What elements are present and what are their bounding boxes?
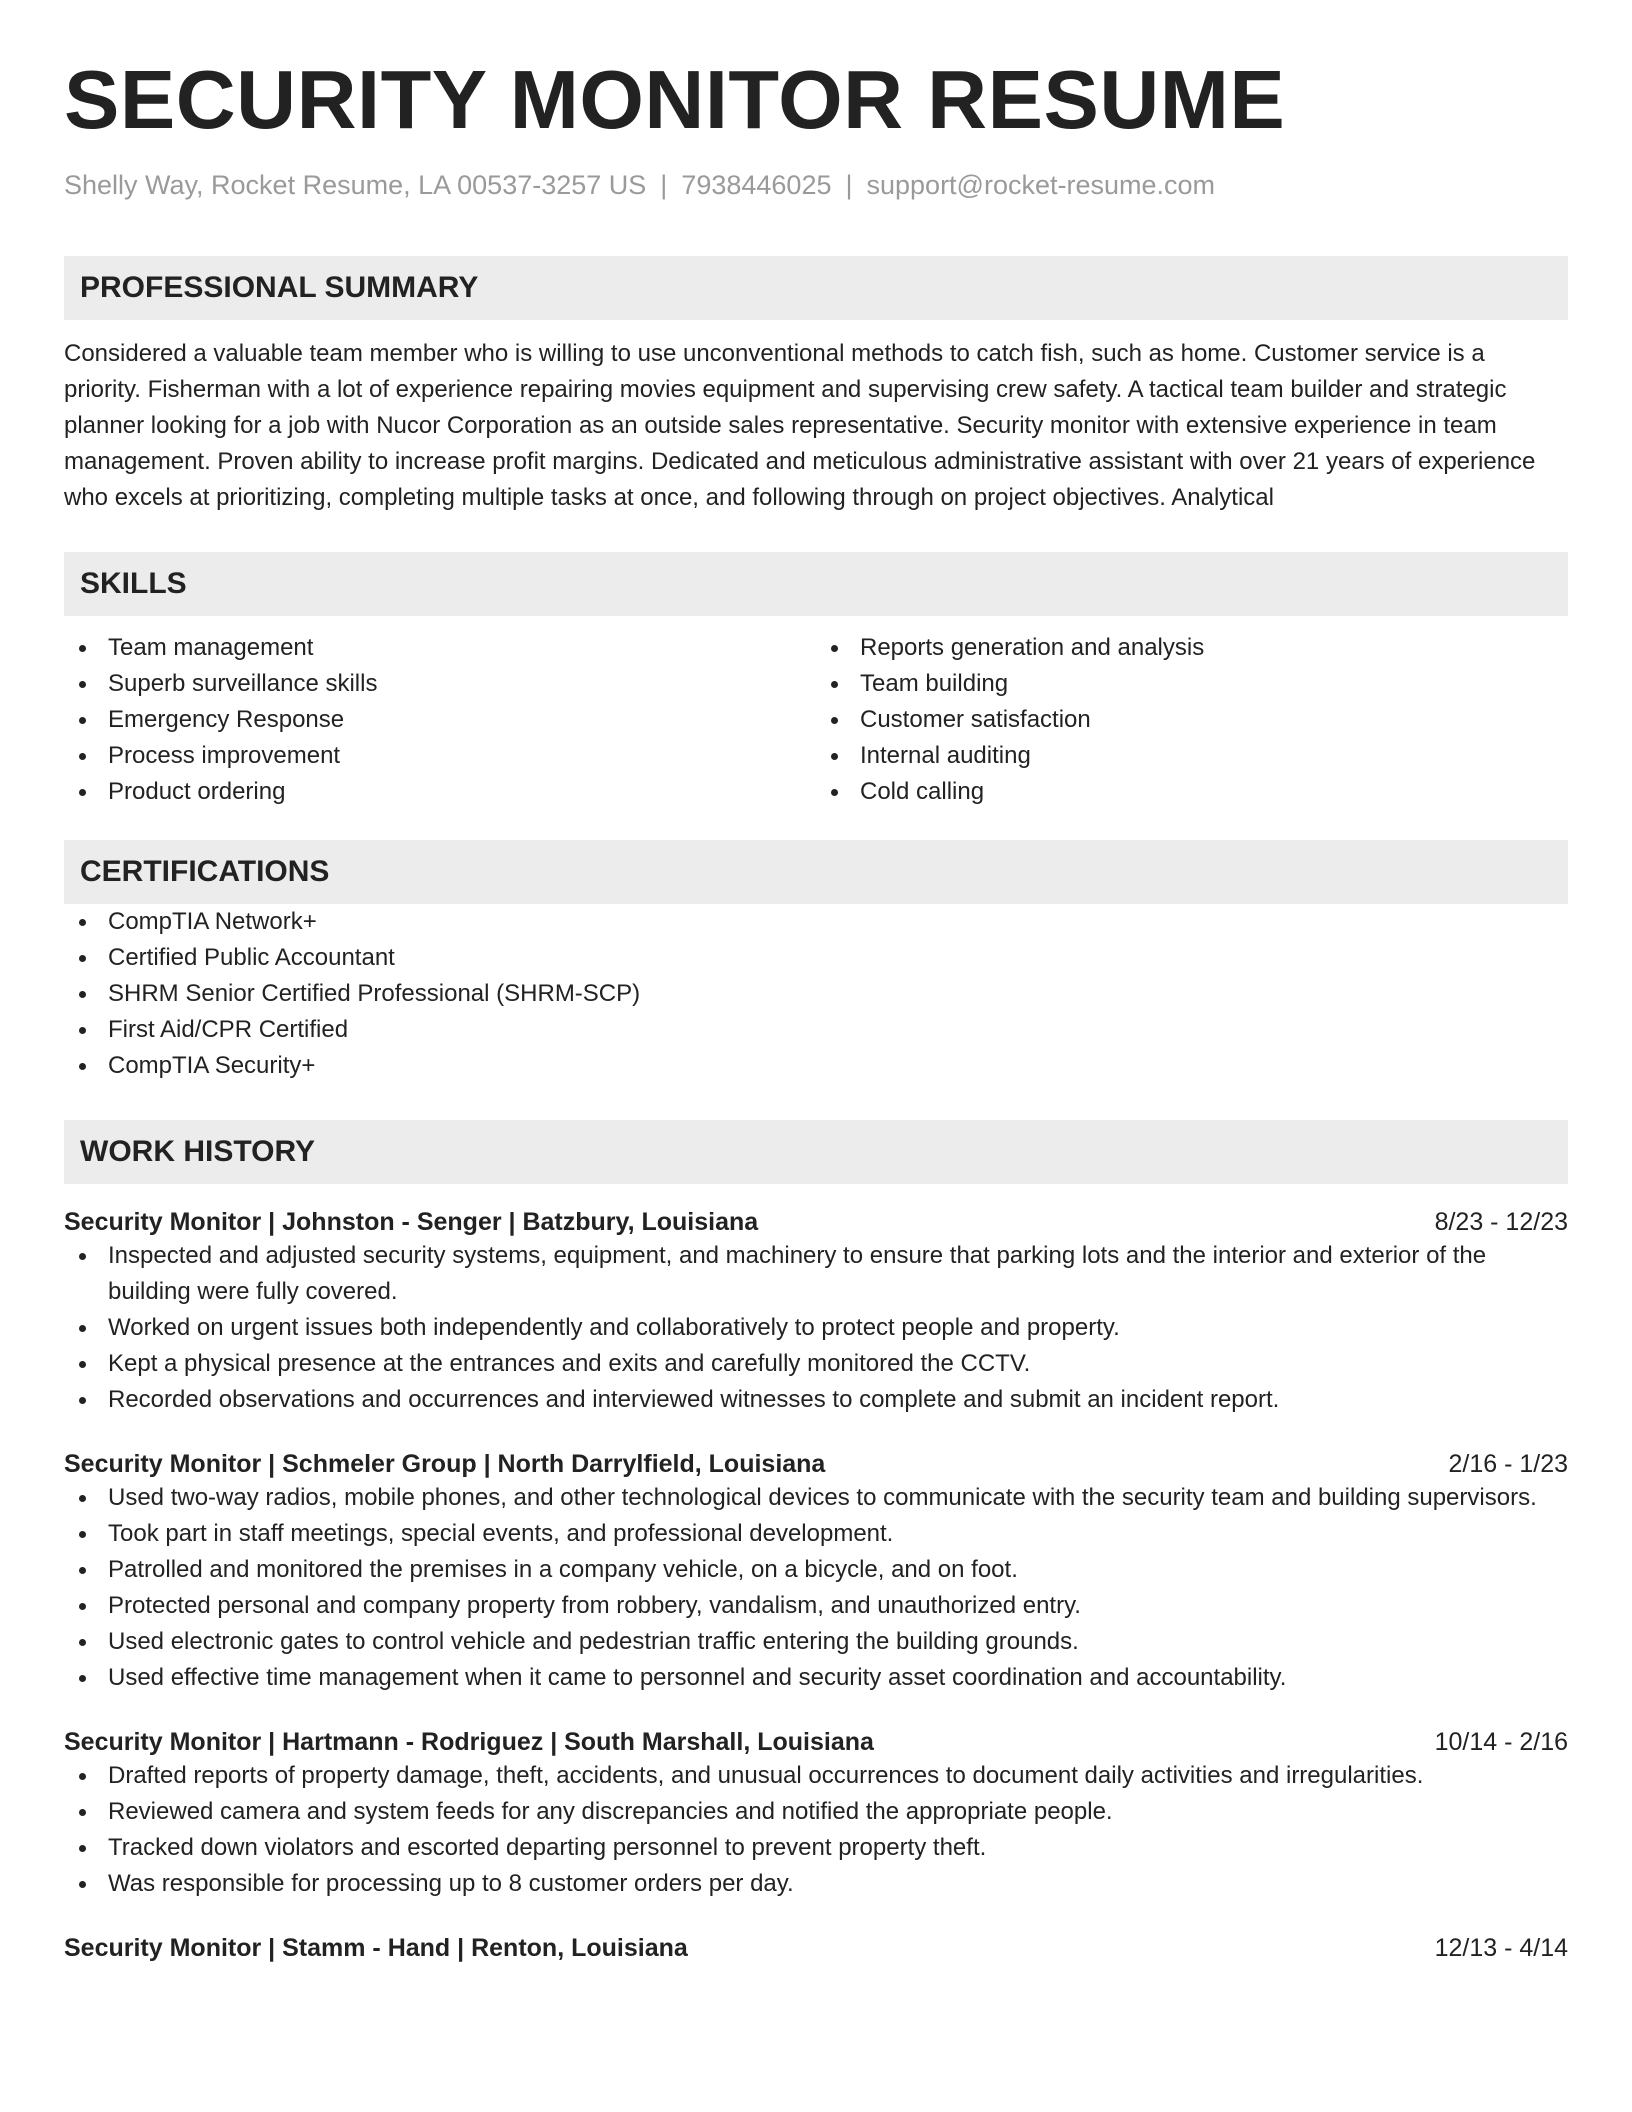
list-item: Cold calling [816, 774, 1568, 810]
skills-list-left [64, 630, 816, 810]
job-header [64, 1206, 1568, 1238]
job-dates: 10/14 - 2/16 [1434, 1728, 1568, 1757]
list-item: Worked on urgent issues both independently and collaboratively to protect people and property. [64, 1310, 1568, 1346]
job-entry [64, 1206, 1568, 1418]
job-bullets [64, 1480, 1568, 1696]
list-item: SHRM Senior Certified Professional (SHRM-SCP) [64, 976, 1568, 1012]
skills-list-right [816, 630, 1568, 810]
list-item: CompTIA Network+ [64, 904, 1568, 940]
job-title: Security Monitor | Stamm - Hand | Renton, Louisiana [64, 1934, 688, 1963]
job-title: Security Monitor | Johnston - Senger | Batzbury, Louisiana [64, 1208, 759, 1237]
contact-separator: | [845, 170, 853, 200]
list-item: Inspected and adjusted security systems, equipment, and machinery to ensure that parking lots and the interior and exterior of the building were fully covered. [64, 1238, 1568, 1310]
job-entry [64, 1932, 1568, 1964]
contact-line [64, 169, 1568, 201]
summary-text: Considered a valuable team member who is willing to use unconventional methods to catch fish, such as home. Customer service is a priority. Fisherman with a lot of experience repairing movies equipment and supervising crew safety. A tactical team builder and strategic planner looking for a job with Nucor Corporation as an outside sales representative. Security monitor with extensive experience in team management. Proven ability to increase profit margins. Dedicated and meticulous administrative assistant with over 21 years of experience who excels at prioritizing, completing multiple tasks at once, and following through on project objectives. Analytical [64, 340, 1536, 512]
section-heading-skills: SKILLS [64, 552, 1568, 616]
list-item: Certified Public Accountant [64, 940, 1568, 976]
list-item: Was responsible for processing up to 8 customer orders per day. [64, 1866, 1568, 1902]
list-item: Customer satisfaction [816, 702, 1568, 738]
job-header [64, 1726, 1568, 1758]
job-title: Security Monitor | Hartmann - Rodriguez | South Marshall, Louisiana [64, 1728, 874, 1757]
list-item: Internal auditing [816, 738, 1568, 774]
list-item: Reviewed camera and system feeds for any discrepancies and notified the appropriate people. [64, 1794, 1568, 1830]
list-item: Product ordering [64, 774, 816, 810]
job-title: Security Monitor | Schmeler Group | North Darrylfield, Louisiana [64, 1450, 826, 1479]
list-item: Superb surveillance skills [64, 666, 816, 702]
skills-columns [64, 630, 1568, 810]
resume-title: SECURITY MONITOR RESUME [64, 53, 1286, 146]
job-header [64, 1932, 1568, 1964]
list-item: Tracked down violators and escorted departing personnel to prevent property theft. [64, 1830, 1568, 1866]
list-item: CompTIA Security+ [64, 1048, 1568, 1084]
list-item: Used effective time management when it came to personnel and security asset coordination and accountability. [64, 1660, 1568, 1696]
list-item: Process improvement [64, 738, 816, 774]
job-dates: 12/13 - 4/14 [1434, 1934, 1568, 1963]
section-heading-work-history: WORK HISTORY [64, 1120, 1568, 1184]
job-dates: 8/23 - 12/23 [1434, 1208, 1568, 1237]
job-bullets [64, 1238, 1568, 1418]
section-heading-certifications: CERTIFICATIONS [64, 840, 1568, 904]
job-bullets [64, 1758, 1568, 1902]
contact-phone: 7938446025 [681, 170, 832, 200]
list-item: Reports generation and analysis [816, 630, 1568, 666]
list-item: Took part in staff meetings, special events, and professional development. [64, 1516, 1568, 1552]
job-entry [64, 1726, 1568, 1902]
certifications-list [64, 904, 1568, 1084]
list-item: Team management [64, 630, 816, 666]
job-dates: 2/16 - 1/23 [1448, 1450, 1568, 1479]
list-item: Emergency Response [64, 702, 816, 738]
contact-email: support@rocket-resume.com [866, 170, 1216, 200]
contact-address: Shelly Way, Rocket Resume, LA 00537-3257 US [64, 170, 647, 200]
list-item: Team building [816, 666, 1568, 702]
list-item: Drafted reports of property damage, theft, accidents, and unusual occurrences to document daily activities and irregularities. [64, 1758, 1568, 1794]
list-item: Protected personal and company property from robbery, vandalism, and unauthorized entry. [64, 1588, 1568, 1624]
section-heading-summary: PROFESSIONAL SUMMARY [64, 256, 1568, 320]
list-item: Kept a physical presence at the entrances and exits and carefully monitored the CCTV. [64, 1346, 1568, 1382]
list-item: First Aid/CPR Certified [64, 1012, 1568, 1048]
list-item: Used two-way radios, mobile phones, and other technological devices to communicate with the security team and building supervisors. [64, 1480, 1568, 1516]
list-item: Patrolled and monitored the premises in a company vehicle, on a bicycle, and on foot. [64, 1552, 1568, 1588]
contact-separator: | [660, 170, 668, 200]
job-entry [64, 1448, 1568, 1696]
job-header [64, 1448, 1568, 1480]
list-item: Recorded observations and occurrences and interviewed witnesses to complete and submit an incident report. [64, 1382, 1568, 1418]
list-item: Used electronic gates to control vehicle and pedestrian traffic entering the building grounds. [64, 1624, 1568, 1660]
